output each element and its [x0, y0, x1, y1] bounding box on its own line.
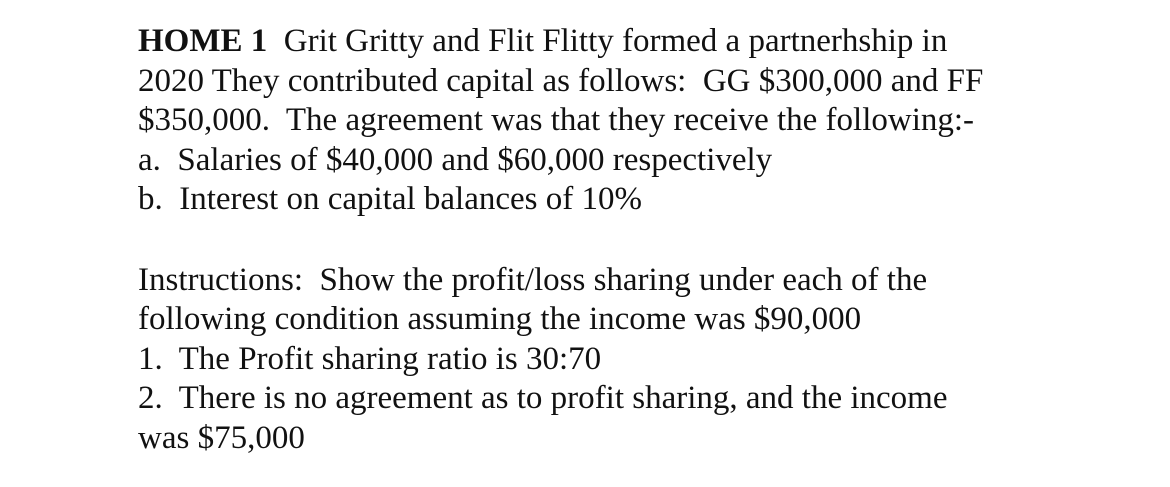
agreement-item-b-text: Interest on capital balances of 10%	[162, 181, 642, 217]
condition-item-1-text: The Profit sharing ratio is 30:70	[162, 340, 602, 377]
instructions-line-1: Instructions: Show the profit/loss sharing under each of the	[138, 261, 928, 298]
problem-intro-line-3: $350,000. The agreement was that they receive the following:-	[138, 102, 975, 138]
condition-item-1-marker: 1.	[138, 340, 163, 377]
agreement-item-b	[138, 180, 1148, 220]
agreement-item-a-marker: a.	[138, 141, 161, 178]
paragraph-spacer	[138, 220, 1148, 261]
agreement-item-a-text: Salaries of $40,000 and $60,000 respectively	[160, 141, 773, 178]
condition-item-1	[138, 340, 1148, 380]
agreement-item-b-marker: b.	[138, 181, 163, 217]
condition-item-2-text: There is no agreement as to profit sharing, and the income	[162, 380, 948, 416]
instructions-line-2: following condition assuming the income was $90,000	[138, 301, 862, 337]
problem-heading: HOME 1	[138, 23, 268, 59]
problem-intro-line-2: 2020 They contributed capital as follows: GG $300,000 and FF	[138, 62, 984, 99]
document-body	[138, 22, 1148, 458]
problem-intro-line-1: Grit Gritty and Flit Flitty formed a partnerhship in	[267, 23, 948, 59]
condition-item-2	[138, 379, 1148, 419]
problem-first-line	[138, 22, 1148, 62]
agreement-item-a	[138, 141, 1148, 181]
condition-item-2-marker: 2.	[138, 380, 163, 416]
condition-item-2-continuation: was $75,000	[138, 419, 305, 456]
